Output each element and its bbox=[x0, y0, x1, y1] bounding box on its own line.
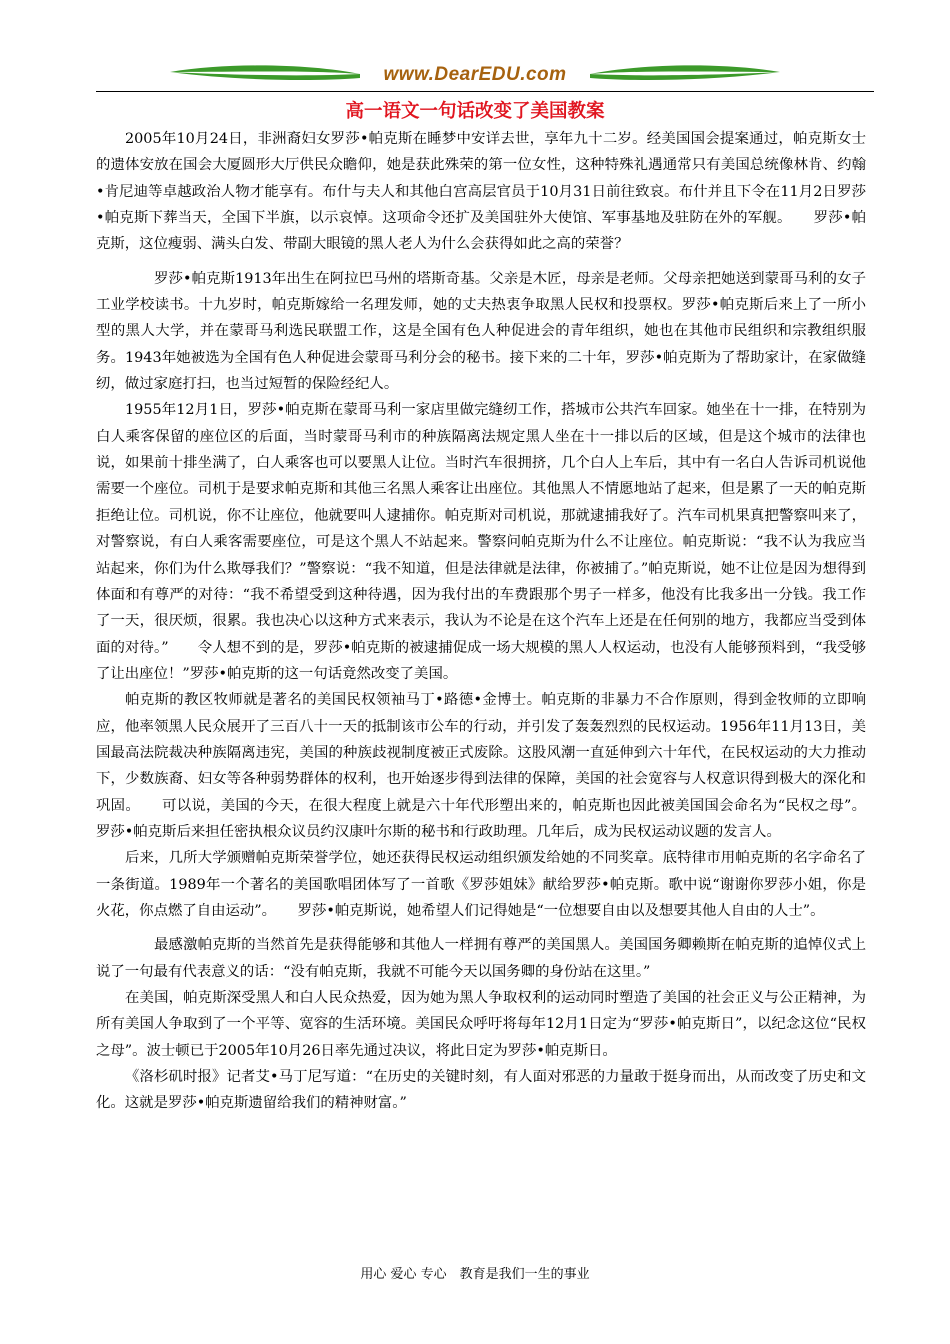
document-title: 高一语文一句话改变了美国教案 bbox=[345, 101, 605, 122]
site-logo-text[interactable]: www.DearEDU.com bbox=[383, 64, 567, 85]
paragraph: 2005年10月24日，非洲裔妇女罗莎•帕克斯在睡梦中安详去世，享年九十二岁。经美国国会提案通过，帕克斯女士的遗体安放在国会大厦圆形大厅供民众瞻仰，她是获此殊荣的第一位女性，这种特殊礼遇通常只有美国总统像林肯、约翰•肯尼迪等卓越政治人物才能享有。布什与夫人和其他白宫高层官员于10月31日前往致哀。布什并且下令在11月2日罗莎•帕克斯下葬当天，全国下半旗，以示哀悼。这项命令还扩及美国驻外大使馆、军事基地及驻防在外的军舰。 罗莎•帕克斯，这位瘦弱、满头白发、带副大眼镜的黑人老人为什么会获得如此之高的荣誉？ bbox=[96, 131, 866, 253]
document-body bbox=[96, 126, 866, 1117]
paragraph: 1955年12月1日，罗莎•帕克斯在蒙哥马利一家店里做完缝纫工作，搭城市公共汽车回家。她坐在十一排，在特别为白人乘客保留的座位区的后面，当时蒙哥马利市的种族隔离法规定黑人坐在十一排以后的区域，但是这个城市的法律也说，如果前十排坐满了，白人乘客也可以要黑人让位。当时汽车很拥挤，几个白人上车后，其中有一名白人告诉司机说他需要一个座位。司机于是要求帕克斯和其他三名黑人乘客让出座位。其他黑人不情愿地站了起来，但是累了一天的帕克斯拒绝让位。司机说，你不让座位，他就要叫人逮捕你。帕克斯对司机说，那就逮捕我好了。汽车司机果真把警察叫来了，对警察说，有白人乘客需要座位，可是这个黑人不站起来。警察问帕克斯为什么不让座位。帕克斯说：“我不认为我应当站起来，你们为什么欺辱我们？”警察说：“我不知道，但是法律就是法律，你被捕了。”帕克斯说，她不让位是因为想得到体面和有尊严的对待：“我不希望受到这种待遇，因为我付出的车费跟那个男子一样多，他没有比我多出一分钱。我工作了一天，很厌烦，很累。我也决心以这种方式来表示，我认为不论是在这个汽车上还是在任何别的地方，我都应当受到体面的对待。” 令人想不到的是，罗莎•帕克斯的被逮捕促成一场大规模的黑人人权运动，也没有人能够预料到，“我受够了让出座位！”罗莎•帕克斯的这一句话竟然改变了美国。 bbox=[96, 402, 866, 682]
paragraph: 后来，几所大学颁赠帕克斯荣誉学位，她还获得民权运动组织颁发给她的不同奖章。底特律市用帕克斯的名字命名了一条街道。1989年一个著名的美国歌唱团体写了一首歌《罗莎姐妹》献给罗莎•帕克斯。歌中说“谢谢你罗莎小姐，你是火花，你点燃了自由运动”。 罗莎•帕克斯说，她希望人们记得她是“一位想要自由以及想要其他人自由的人士”。 bbox=[96, 850, 866, 919]
header-divider bbox=[96, 91, 874, 92]
page-footer: 用心 爱心 专心 教育是我们一生的事业 bbox=[360, 1267, 590, 1282]
paragraph: 罗莎•帕克斯1913年出生在阿拉巴马州的塔斯奇基。父亲是木匠，母亲是老师。父母亲把她送到蒙哥马利的女子工业学校读书。十九岁时，帕克斯嫁给一名理发师，她的丈夫热衷争取黑人民权和投票权。罗莎•帕克斯后来上了一所小型的黑人大学，并在蒙哥马利选民联盟工作，这是全国有色人种促进会的青年组织，她也在其他市民组织和宗教组织服务。1943年她被选为全国有色人种促进会蒙哥马利分会的秘书。接下来的二十年，罗莎•帕克斯为了帮助家计，在家做缝纫，做过家庭打扫，也当过短暂的保险经纪人。 bbox=[96, 270, 866, 393]
paragraph: 帕克斯的教区牧师就是著名的美国民权领袖马丁•路德•金博士。帕克斯的非暴力不合作原则，得到金牧师的立即响应，他率领黑人民众展开了三百八十一天的抵制该市公车的行动，并引发了轰轰烈烈的民权运动。1956年11月13日，美国最高法院裁决种族隔离违宪，美国的种族歧视制度被正式废除。这股风潮一直延伸到六十年代，在民权运动的大力推动下，少数族裔、妇女等各种弱势群体的权利，也开始逐步得到法律的保障，美国的社会宽容与人权意识得到极大的深化和巩固。 可以说，美国的今天，在很大程度上就是六十年代形塑出来的，帕克斯也因此被美国国会命名为“民权之母”。罗莎•帕克斯后来担任密执根众议员约汉康叶尔斯的秘书和行政助理。几年后，成为民权运动议题的发言人。 bbox=[96, 692, 866, 840]
paragraph: 在美国，帕克斯深受黑人和白人民众热爱，因为她为黑人争取权利的运动同时塑造了美国的社会正义与公正精神，为所有美国人争取到了一个平等、宽容的生活环境。美国民众呼吁将每年12月1日定为“罗莎•帕克斯日”，以纪念这位“民权之母”。波士顿已于2005年10月26日率先通过决议，将此日定为罗莎•帕克斯日。 bbox=[96, 990, 866, 1059]
site-header bbox=[170, 58, 780, 98]
paragraph: 《洛杉矶时报》记者艾•马丁尼写道：“在历史的关键时刻，有人面对邪恶的力量敢于挺身而出，从而改变了历史和文化。这就是罗莎•帕克斯遗留给我们的精神财富。” bbox=[96, 1069, 866, 1112]
paragraph: 最感激帕克斯的当然首先是获得能够和其他人一样拥有尊严的美国黑人。美国国务卿赖斯在帕克斯的追悼仪式上说了一句最有代表意义的话：“没有帕克斯，我就不可能今天以国务卿的身份站在这里。” bbox=[96, 937, 866, 980]
